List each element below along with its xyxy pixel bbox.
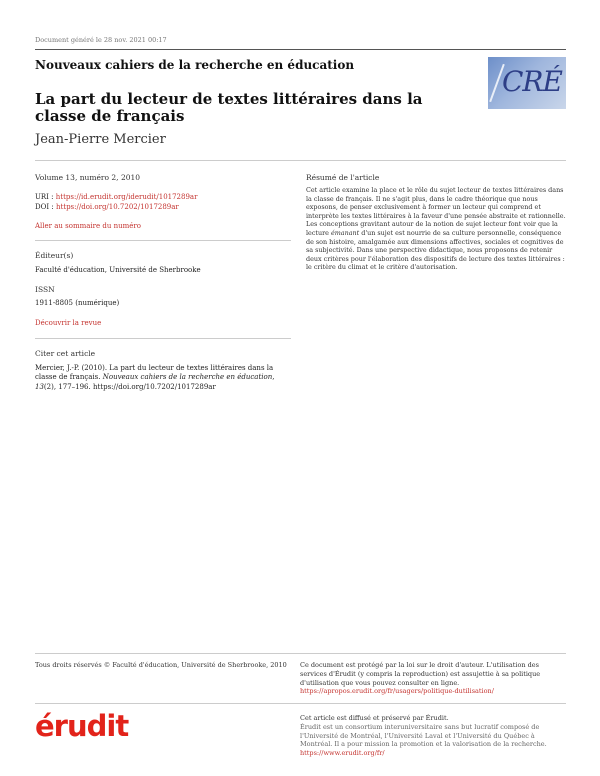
journal-name: Nouveaux cahiers de la recherche en éducation xyxy=(35,58,355,72)
abstract-text xyxy=(306,186,568,272)
cite-volume: 13 xyxy=(35,382,44,391)
citation xyxy=(35,364,287,392)
doi-line xyxy=(35,203,179,212)
erudit-logo: érudit xyxy=(35,709,129,743)
issn-label: ISSN xyxy=(35,285,55,294)
logo-text: CRÉ xyxy=(502,65,562,98)
abstract-emphasis: émanant xyxy=(330,228,360,237)
volume-info: Volume 13, numéro 2, 2010 xyxy=(35,173,141,182)
cite-part-2: , xyxy=(272,373,275,382)
doi-label: DOI : xyxy=(35,203,56,211)
erudit-title: Cet article est diffusé et préservé par Érudit. xyxy=(300,714,449,722)
abstract-part-1: Cet article examine la place et le rôle du sujet lecteur de textes littéraires dans la classe de français. Il ne s'agit plus, dans le cadre théorique que nous exposons, de penser exclusivement à former un lecteur qui comprend et interprète les textes littéraires à la faveur d'une pensée abstraite et rationnelle. Les conceptions gravitant autour de la notion de sujet lecteur font voir que la lecture xyxy=(306,186,566,237)
notice-text: Ce document est protégé par la loi sur le droit d'auteur. L'utilisation des services d'Érudit (y compris la reproduction) est assujettie à sa politique d'utilisation que vous pouvez consulter en ligne. xyxy=(300,661,541,687)
abstract-label: Résumé de l'article xyxy=(306,173,380,182)
erudit-info xyxy=(300,714,562,758)
publisher-label: Éditeur(s) xyxy=(35,251,74,260)
uri-line xyxy=(35,193,197,202)
summary-link[interactable]: Aller au sommaire du numéro xyxy=(35,222,141,230)
cite-journal: Nouveaux cahiers de la recherche en éducation xyxy=(102,373,273,382)
article-title: La part du lecteur de textes littéraires dans la classe de français xyxy=(35,90,423,125)
left-rule-1 xyxy=(35,240,291,241)
uri-label: URI : xyxy=(35,193,56,201)
cite-part-1: Mercier, J.-P. (2010). La part du lecteur de textes littéraires dans la classe de français. xyxy=(35,364,274,382)
cite-part-3: (2), 177–196. https://doi.org/10.7202/1017289ar xyxy=(43,382,216,391)
top-rule xyxy=(35,49,566,50)
generated-date: Document généré le 28 nov. 2021 00:17 xyxy=(35,36,167,44)
issn: 1911-8805 (numérique) xyxy=(35,299,120,307)
publisher: Faculté d'éducation, Université de Sherbrooke xyxy=(35,266,201,274)
left-rule-2 xyxy=(35,338,291,339)
rights-notice: Tous droits réservés © Faculté d'éducation, Université de Sherbrooke, 2010 xyxy=(35,661,287,669)
uri-link[interactable]: https://id.erudit.org/iderudit/1017289ar xyxy=(55,193,198,201)
header-rule xyxy=(35,160,566,161)
footer-rule-2 xyxy=(35,703,566,704)
article-author: Jean-Pierre Mercier xyxy=(35,132,166,147)
doi-link[interactable]: https://doi.org/10.7202/1017289ar xyxy=(55,203,179,211)
erudit-link[interactable]: https://www.erudit.org/fr/ xyxy=(300,749,385,758)
cite-label: Citer cet article xyxy=(35,349,96,358)
policy-link[interactable]: https://apropos.erudit.org/fr/usagers/politique-dutilisation/ xyxy=(300,687,494,696)
journal-link[interactable]: Découvrir la revue xyxy=(35,319,102,327)
journal-logo xyxy=(488,57,566,109)
abstract-part-2: d'un sujet est nourrie de sa culture personnelle, conséquence de son histoire, amalgamée aux dimensions affectives, sociales et cognitives de sa subjectivité. Dans une perspective didactique, nous proposons de retenir deux critères pour l'élaboration des dispositifs de lecture des textes littéraires : le critère du climat et le critère d'autorisation. xyxy=(306,228,565,272)
erudit-desc: Érudit est un consortium interuniversitaire sans but lucratif composé de l'Université de Montréal, l'Université Laval et l'Université du Québec à Montréal. Il a pour mission la promotion et la valorisation de la recherche. xyxy=(300,722,547,749)
footer-rule xyxy=(35,653,566,654)
copyright-notice xyxy=(300,661,562,696)
